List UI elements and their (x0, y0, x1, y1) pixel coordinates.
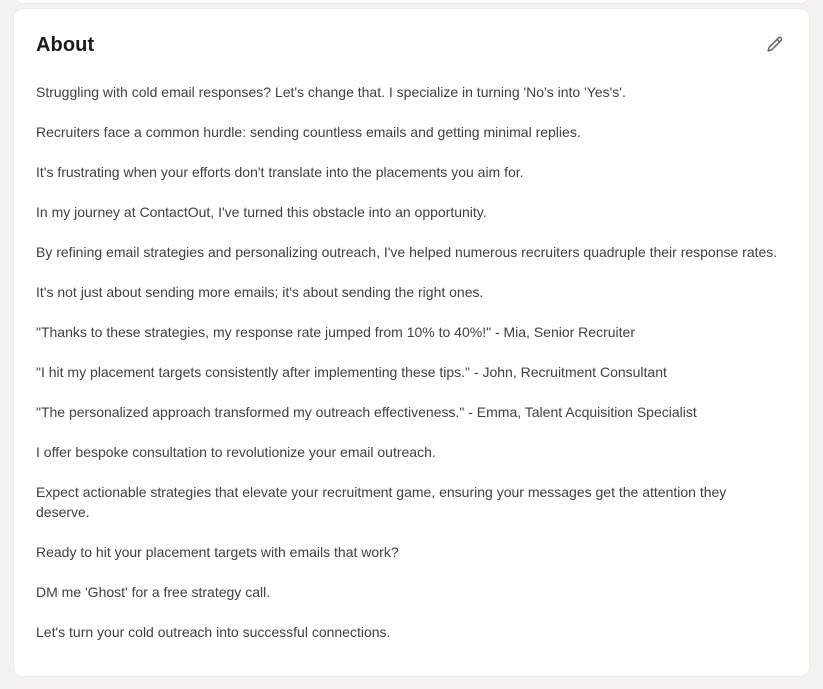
pencil-icon (764, 34, 785, 55)
about-paragraph-testimonial: "I hit my placement targets consistently after implementing these tips." - John, Recruitment Consultant (36, 364, 667, 380)
about-paragraph: Struggling with cold email responses? Let's change that. I specialize in turning 'No's into 'Yes's'. (36, 84, 626, 100)
about-card-header (36, 33, 787, 60)
about-paragraph: Expect actionable strategies that elevate your recruitment game, ensuring your messages get the attention they deserve. (36, 484, 727, 520)
edit-about-button[interactable] (758, 28, 790, 60)
previous-card-bottom-edge (13, 0, 810, 4)
about-paragraph: Let's turn your cold outreach into successful connections. (36, 624, 391, 640)
about-section-title: About (36, 34, 95, 56)
about-paragraph: It's not just about sending more emails; it's about sending the right ones. (36, 284, 484, 300)
about-card (13, 8, 810, 677)
about-paragraph: Recruiters face a common hurdle: sending countless emails and getting minimal replies. (36, 124, 581, 140)
about-text-body (36, 82, 787, 642)
about-paragraph: Ready to hit your placement targets with emails that work? (36, 544, 399, 560)
about-paragraph: It's frustrating when your efforts don't translate into the placements you aim for. (36, 164, 524, 180)
about-paragraph: DM me 'Ghost' for a free strategy call. (36, 584, 271, 600)
about-paragraph: In my journey at ContactOut, I've turned this obstacle into an opportunity. (36, 204, 487, 220)
about-paragraph: I offer bespoke consultation to revolutionize your email outreach. (36, 444, 436, 460)
about-paragraph-testimonial: "The personalized approach transformed my outreach effectiveness." - Emma, Talent Acquisition Specialist (36, 404, 697, 420)
about-paragraph-testimonial: "Thanks to these strategies, my response rate jumped from 10% to 40%!" - Mia, Senior Recruiter (36, 324, 635, 340)
about-paragraph: By refining email strategies and personalizing outreach, I've helped numerous recruiters quadruple their response rates. (36, 244, 778, 260)
